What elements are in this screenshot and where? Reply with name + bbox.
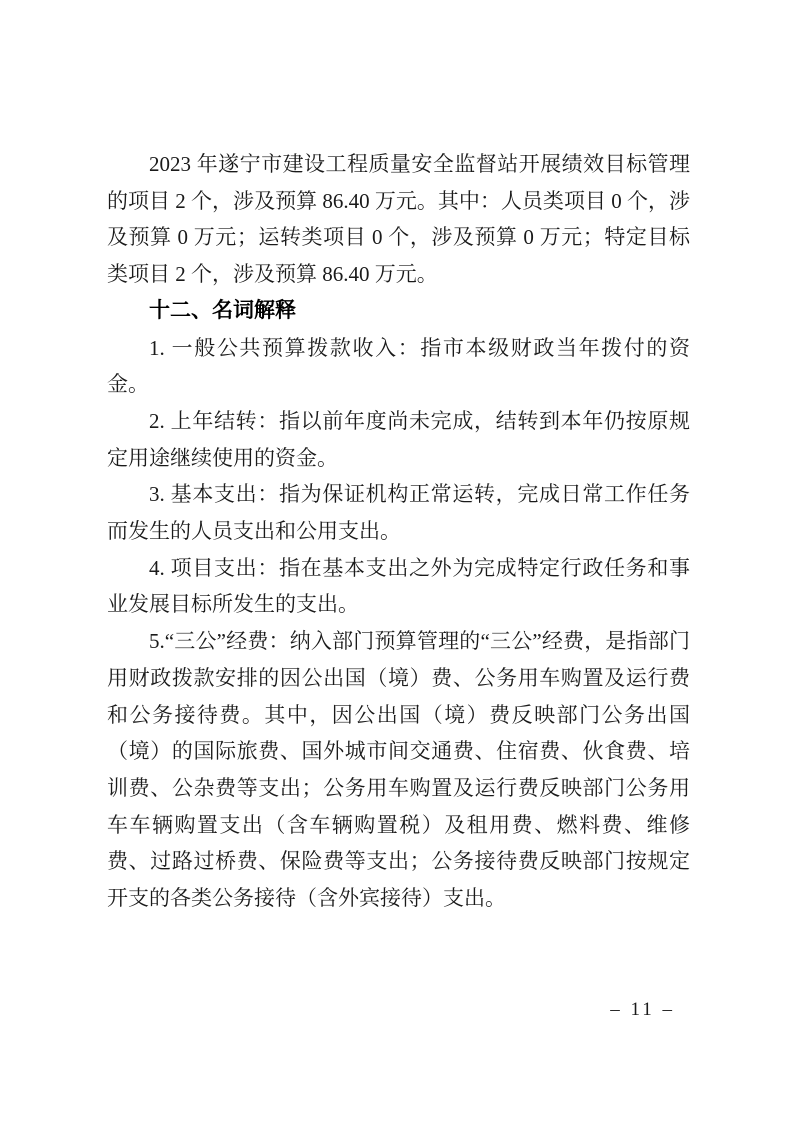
intro-paragraph: 2023 年遂宁市建设工程质量安全监督站开展绩效目标管理的项目 2 个，涉及预算 86.40 万元。其中：人员类项目 0 个，涉及预算 0 万元；运转类项目 0 个，涉及预算 0 万元；特定目标类项目 2 个，涉及预算 86.40 万元。 <box>107 152 690 287</box>
definition-item-1: 1. 一般公共预算拨款收入：指市本级财政当年拨付的资金。 <box>107 335 690 397</box>
definition-item-3: 3. 基本支出：指为保证机构正常运转，完成日常工作任务而发生的人员支出和公用支出。 <box>107 482 690 544</box>
page-number: – 11 – <box>610 999 675 1020</box>
definition-item-4: 4. 项目支出：指在基本支出之外为完成特定行政任务和事业发展目标所发生的支出。 <box>107 555 690 617</box>
definition-item-2: 2. 上年结转：指以前年度尚未完成，结转到本年仍按原规定用途继续使用的资金。 <box>107 408 690 470</box>
definition-item-5: 5.“三公”经费：纳入部门预算管理的“三公”经费，是指部门用财政拨款安排的因公出国（境）费、公务用车购置及运行费和公务接待费。其中，因公出国（境）费反映部门公务出国（境）的国际旅费、国外城市间交通费、住宿费、伙食费、培训费、公杂费等支出；公务用车购置及运行费反映部门公务用车车辆购置支出（含车辆购置税）及租用费、燃料费、维修费、过路过桥费、保险费等支出；公务接待费反映部门按规定开支的各类公务接待（含外宾接待）支出。 <box>107 629 690 911</box>
section-heading: 十二、名词解释 <box>149 298 296 322</box>
